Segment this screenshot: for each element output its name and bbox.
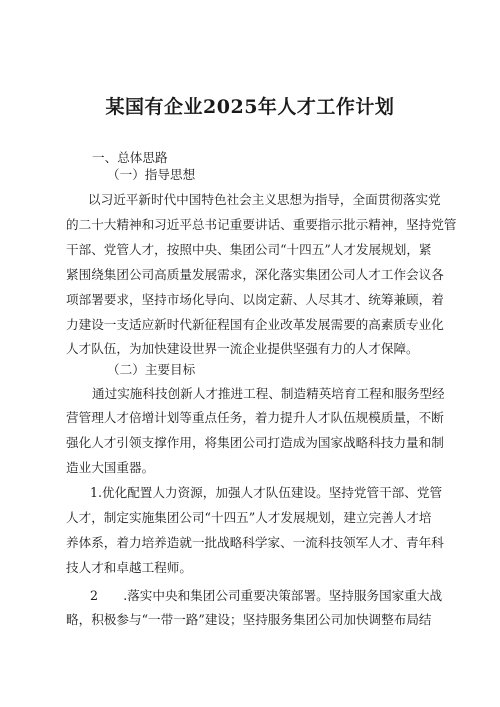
paragraph-line: 2 .落实中央和集团公司重要决策部署。坚持服务国家重大战: [90, 588, 443, 603]
paragraph-line: 技人才和卓越工程师。: [66, 560, 192, 575]
paragraph-line: 造业大国重器。: [66, 460, 155, 475]
paragraph-line: 的二十大精神和习近平总书记重要讲话、重要指示批示精神，坚持党管: [66, 217, 457, 232]
paragraph-line: 力建设一支适应新时代新征程国有企业改革发展需要的高素质专业化: [66, 317, 444, 332]
paragraph-line: 人才队伍，为加快建设世界一流企业提供坚强有力的人才保障。: [66, 341, 419, 356]
document-title: 某国有企业2025年人才工作计划: [105, 96, 395, 118]
paragraph-line: 干部、党管人才，按照中央、集团公司“十四五”人才发展规划，紧: [66, 242, 432, 257]
paragraph-line: 紧围绕集团公司高质量发展需求，深化落实集团公司人才工作会议各: [66, 267, 444, 282]
paragraph-line: 人才，制定实施集团公司“十四五”人才发展规划，建立完善人才培: [66, 510, 432, 525]
paragraph-line: 项部署要求，坚持市场化导向、以岗定薪、人尽其才、统筹兼顾，着: [66, 292, 444, 307]
subsection-heading-goals: （二）主要目标: [107, 362, 196, 377]
paragraph-line: 养体系，着力培养造就一批战略科学家、一流科技领军人才、青年科: [66, 535, 444, 550]
paragraph-line: 通过实施科技创新人才推进工程、制造精英培育工程和服务型经: [92, 386, 445, 401]
paragraph-line: 以习近平新时代中国特色社会主义思想为指导，全面贯彻落实党: [88, 192, 441, 207]
paragraph-line: 营管理人才倍增计划等重点任务，着力提升人才队伍规模质量，不断: [66, 410, 444, 425]
paragraph-line: 略，积极参与“一带一路”建设；坚持服务集团公司加快调整布局结: [66, 612, 432, 627]
paragraph-line: 强化人才引领支撑作用，将集团公司打造成为国家战略科技力量和制: [66, 435, 444, 450]
subsection-heading-guiding: （一）指导思想: [107, 167, 196, 182]
paragraph-line: 1.优化配置人力资源，加强人才队伍建设。坚持党管干部、党管: [90, 485, 443, 500]
section-heading-overall: 一、总体思路: [92, 150, 168, 165]
